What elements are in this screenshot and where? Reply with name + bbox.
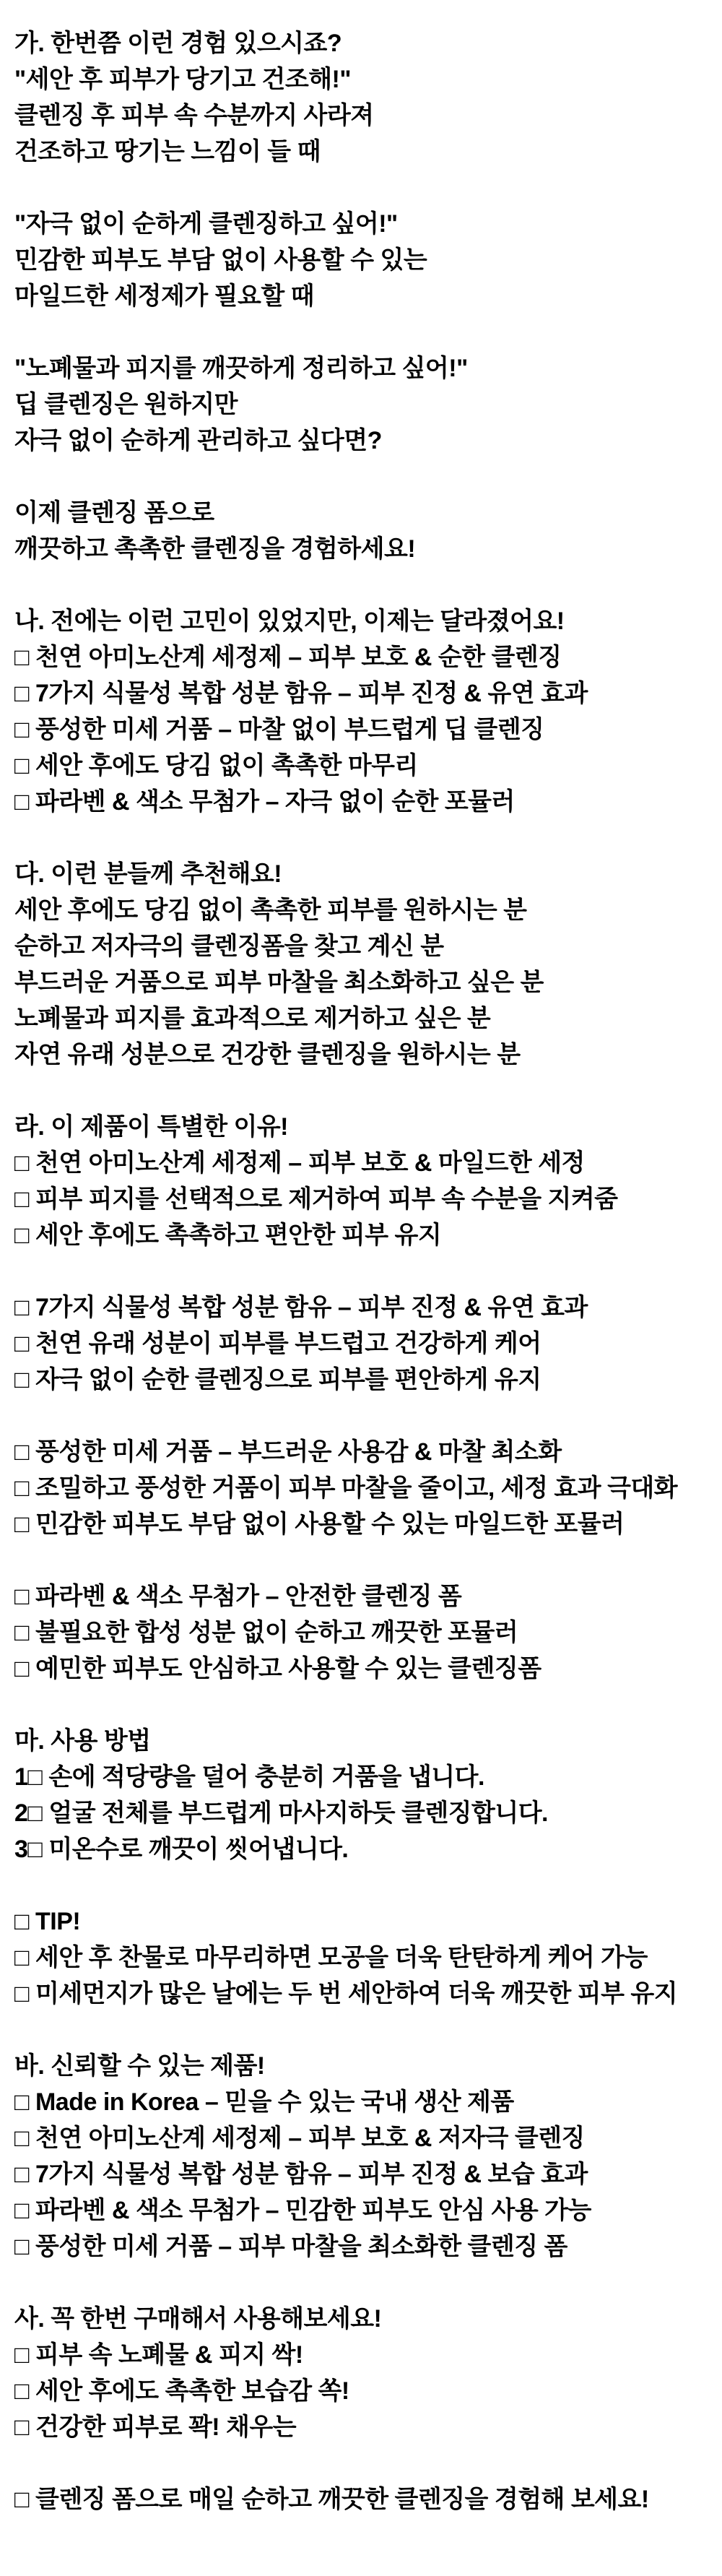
blank-line [14,2265,716,2301]
text-line: 나. 전에는 이런 고민이 있었지만, 이제는 달라졌어요! [14,608,565,635]
text-line: □ 세안 후에도 촉촉한 보습감 쏙! [14,2377,349,2405]
text-line: 사. 꼭 한번 구매해서 사용해보세요! [14,2305,382,2333]
text-line: 다. 이런 분들께 추천해요! [14,860,282,888]
blank-line [14,314,716,350]
text-line: □ 7가지 식물성 복합 성분 함유 – 피부 진정 & 보습 효과 [14,2161,588,2188]
blank-line [14,1398,716,1434]
text-line: □ 천연 아미노산계 세정제 – 피부 보호 & 저자극 클렌징 [14,2125,585,2152]
text-line: □ 자극 없이 순한 클렌징으로 피부를 편안하게 유지 [14,1366,542,1393]
text-line: □ 불필요한 합성 성분 없이 순하고 깨끗한 포뮬러 [14,1619,518,1646]
text-line: □ 건강한 피부로 꽉! 채우는 [14,2413,297,2441]
text-line: "세안 후 피부가 당기고 건조해!" [14,66,351,93]
blank-line [14,1542,716,1578]
text-line: 마. 사용 방법 [14,1727,151,1755]
text-line: □ 7가지 식물성 복합 성분 함유 – 피부 진정 & 유연 효과 [14,680,588,707]
text-line: 민감한 피부도 부담 없이 사용할 수 있는 [14,246,427,274]
blank-line [14,567,716,603]
text-line: □ 민감한 피부도 부담 없이 사용할 수 있는 마일드한 포뮬러 [14,1510,625,1538]
text-line: □ 세안 후에도 촉촉하고 편안한 피부 유지 [14,1222,442,1249]
text-line: □ 피부 피지를 선택적으로 제거하여 피부 속 수분을 지켜줌 [14,1185,618,1213]
text-line: 가. 한번쯤 이런 경험 있으시죠? [14,30,342,57]
text-line: 이제 클렌징 폼으로 [14,499,214,527]
blank-line [14,2445,716,2481]
text-line: □ 천연 아미노산계 세정제 – 피부 보호 & 순한 클렌징 [14,644,562,671]
blank-line [14,1687,716,1723]
text-line: □ 세안 후에도 당김 없이 촉촉한 마무리 [14,752,418,779]
blank-line [14,1253,716,1289]
text-line: 라. 이 제품이 특별한 이유! [14,1113,288,1141]
text-line: 자극 없이 순하게 관리하고 싶다면? [14,427,382,454]
text-line: 깨끗하고 촉촉한 클렌징을 경험하세요! [14,535,416,563]
text-line: □ 천연 유래 성분이 피부를 부드럽고 건강하게 케어 [14,1330,542,1357]
text-line: □ 파라벤 & 색소 무첨가 – 민감한 피부도 안심 사용 가능 [14,2197,591,2224]
text-line: □ 피부 속 노폐물 & 피지 싹! [14,2341,303,2369]
text-line: 노폐물과 피지를 효과적으로 제거하고 싶은 분 [14,1005,491,1032]
blank-line [14,1867,716,1903]
text-line: □ 미세먼지가 많은 날에는 두 번 세안하여 더욱 깨끗한 피부 유지 [14,1980,678,2007]
text-line: 자연 유래 성분으로 건강한 클렌징을 원하시는 분 [14,1041,521,1068]
text-line: □ 파라벤 & 색소 무첨가 – 안전한 클렌징 폼 [14,1583,462,1610]
blank-line [14,820,716,856]
text-line: "자극 없이 순하게 클렌징하고 싶어!" [14,210,398,238]
blank-line [14,459,716,495]
blank-line [14,1073,716,1109]
text-line: □ 7가지 식물성 복합 성분 함유 – 피부 진정 & 유연 효과 [14,1294,588,1321]
text-line: 2□ 얼굴 전체를 부드럽게 마사지하듯 클렌징합니다. [14,1799,549,1827]
text-line: □ Made in Korea – 믿을 수 있는 국내 생산 제품 [14,2088,514,2116]
text-line: □ 세안 후 찬물로 마무리하면 모공을 더욱 탄탄하게 케어 가능 [14,1944,648,1971]
text-line: 1□ 손에 적당량을 덜어 충분히 거품을 냅니다. [14,1763,484,1791]
text-line: 부드러운 거품으로 피부 마찰을 최소화하고 싶은 분 [14,969,544,996]
text-line: □ 예민한 피부도 안심하고 사용할 수 있는 클렌징폼 [14,1655,542,1682]
text-line: 세안 후에도 당김 없이 촉촉한 피부를 원하시는 분 [14,896,527,924]
text-line: "노폐물과 피지를 깨끗하게 정리하고 싶어!" [14,355,468,382]
text-line: 바. 신뢰할 수 있는 제품! [14,2052,265,2080]
text-line: 순하고 저자극의 클렌징폼을 찾고 계신 분 [14,933,444,960]
text-line: □ 클렌징 폼으로 매일 순하고 깨끗한 클렌징을 경험해 보세요! [14,2486,649,2513]
text-line: 건조하고 땅기는 느낌이 들 때 [14,138,321,165]
blank-line [14,170,716,206]
text-line: □ 풍성한 미세 거품 – 부드러운 사용감 & 마찰 최소화 [14,1438,562,1466]
text-line: □ 풍성한 미세 거품 – 피부 마찰을 최소화한 클렌징 폼 [14,2233,567,2260]
text-line: 3□ 미온수로 깨끗이 씻어냅니다. [14,1836,349,1863]
text-line: 클렌징 후 피부 속 수분까지 사라져 [14,102,374,129]
text-line: □ 천연 아미노산계 세정제 – 피부 보호 & 마일드한 세정 [14,1149,585,1177]
text-line: □ 조밀하고 풍성한 거품이 피부 마찰을 줄이고, 세정 효과 극대화 [14,1474,678,1502]
text-line: 딥 클렌징은 원하지만 [14,391,238,418]
text-line: □ 파라벤 & 색소 무첨가 – 자극 없이 순한 포뮬러 [14,788,515,816]
text-line: 마일드한 세정제가 필요할 때 [14,282,314,310]
blank-line [14,2012,716,2048]
text-line: □ 풍성한 미세 거품 – 마찰 없이 부드럽게 딥 클렌징 [14,716,544,743]
text-line: □ TIP! [14,1908,81,1935]
